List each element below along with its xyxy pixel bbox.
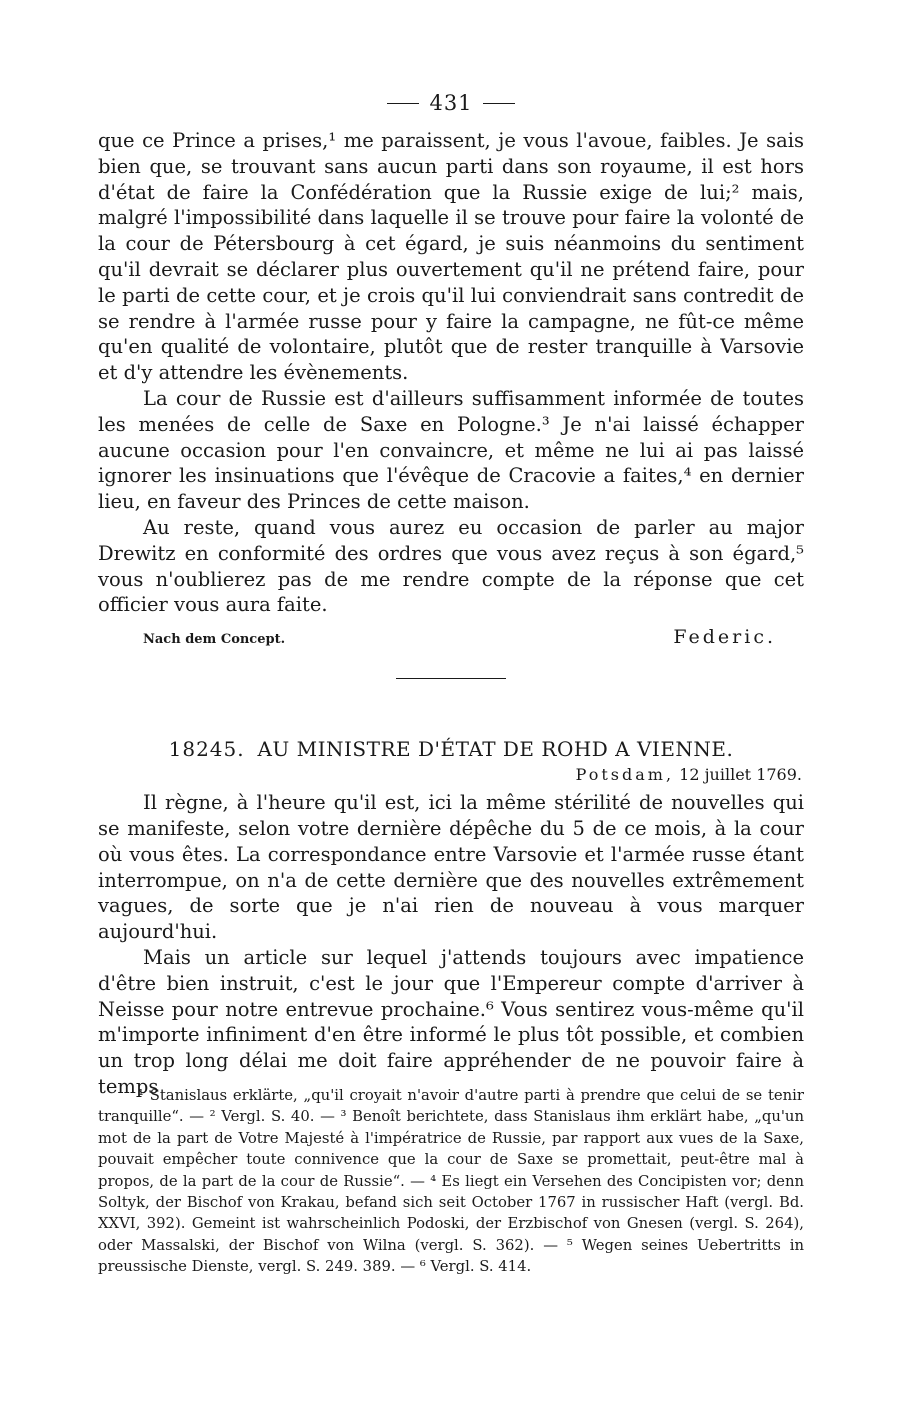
page xyxy=(98,88,804,1100)
page-number: 431 xyxy=(429,91,473,115)
signature: Federic. xyxy=(673,626,776,649)
dateline-place: Potsdam, xyxy=(575,765,675,785)
letter-1-paragraph-1: que ce Prince a prises,¹ me paraissent, je vous l'avoue, faibles. Je sais bien que, se trouvant sans aucun parti dans son royaume, il est hors d'état de faire la Confédération que la Russie exige de lui;² mais, malgré l'impossibilité dans laquelle il se trouve pour faire la volonté de la cour de Pétersbourg à cet égard, je suis néanmoins du sentiment qu'il devrait se déclarer plus ouvertement qu'il ne prétend faire, pour le parti de cette cour, et je crois qu'il lui conviendrait sans contredit de se rendre à l'armée russe pour y faire la campagne, ne fût-ce même qu'en qualité de volontaire, plutôt que de rester tranquille à Varsovie et d'y attendre les évènements. xyxy=(98,129,804,385)
dateline xyxy=(98,765,802,784)
source-note: Nach dem Concept. xyxy=(143,632,286,648)
section-divider xyxy=(396,678,506,679)
header-dash-right xyxy=(483,103,515,104)
footnotes xyxy=(98,1085,804,1278)
letter-2-body xyxy=(98,790,804,1100)
page-header xyxy=(98,88,804,118)
letter-2-heading xyxy=(98,737,804,761)
letter-1-paragraph-2: La cour de Russie est d'ailleurs suffisamment informée de toutes les menées de celle de Saxe en Pologne.³ Je n'ai laissé échapper aucune occasion pour l'en convaincre, et même ne lui ai pas laissé ignorer les insinuations que l'évêque de Cracovie a faites,⁴ en dernier lieu, en faveur des Princes de cette maison. xyxy=(98,386,804,514)
letter-2-paragraph-1: Il règne, à l'heure qu'il est, ici la même stérilité de nouvelles qui se manifeste, selon votre dernière dépêche du 5 de ce mois, à la cour où vous êtes. La correspondance entre Varsovie et l'armée russe étant interrompue, on n'a de cette dernière que des nouvelles extrêmement vagues, de sorte que je n'ai rien de nouveau à vous marquer aujourd'hui. xyxy=(98,791,804,944)
header-dash-left xyxy=(387,103,419,104)
letter-number: 18245. xyxy=(168,737,245,762)
letter-1-closing xyxy=(98,626,804,648)
letter-title: AU MINISTRE D'ÉTAT DE ROHD A VIENNE. xyxy=(257,737,734,762)
dateline-date: 12 juillet 1769. xyxy=(679,765,802,785)
letter-1-body xyxy=(98,128,804,618)
footnotes-text: ¹ Stanislaus erklärte, „qu'il croyait n'avoir d'autre parti à prendre que celui de se tenir tranquille“. — ² Vergl. S. 40. — ³ Benoît berichtete, dass Stanislaus ihm erklärt habe, „qu'un mot de la part de Votre Majesté à l'impératrice de Russie, par rapport aux vues de la Saxe, pouvait empêcher toute connivence que la cour de Saxe se promettait, peut-être mal à propos, de la part de la cour de Russie“. — ⁴ Es liegt ein Versehen des Concipisten vor; denn Soltyk, der Bischof von Krakau, befand sich seit October 1767 in russischer Haft (vergl. Bd. XXVI, 392). Gemeint ist wahrscheinlich Podoski, der Erzbischof von Gnesen (vergl. S. 264), oder Massalski, der Bischof von Wilna (vergl. S. 362). — ⁵ Wegen seines Uebertritts in preussische Dienste, vergl. S. 249. 389. — ⁶ Vergl. S. 414. xyxy=(98,1087,804,1276)
letter-1-paragraph-3: Au reste, quand vous aurez eu occasion de parler au major Drewitz en conformité des ordres que vous avez reçus à son égard,⁵ vous n'oublierez pas de me rendre compte de la réponse que cet officier vous aura faite. xyxy=(98,515,804,617)
letter-2-paragraph-2: Mais un article sur lequel j'attends toujours avec impatience d'être bien instruit, c'est le jour que l'Empereur compte d'arriver à Neisse pour notre entrevue prochaine.⁶ Vous sentirez vous-même qu'il m'importe infiniment d'en être informé le plus tôt possible, et combien un trop long délai me doit faire appréhender de ne pouvoir faire à temps xyxy=(98,945,804,1098)
